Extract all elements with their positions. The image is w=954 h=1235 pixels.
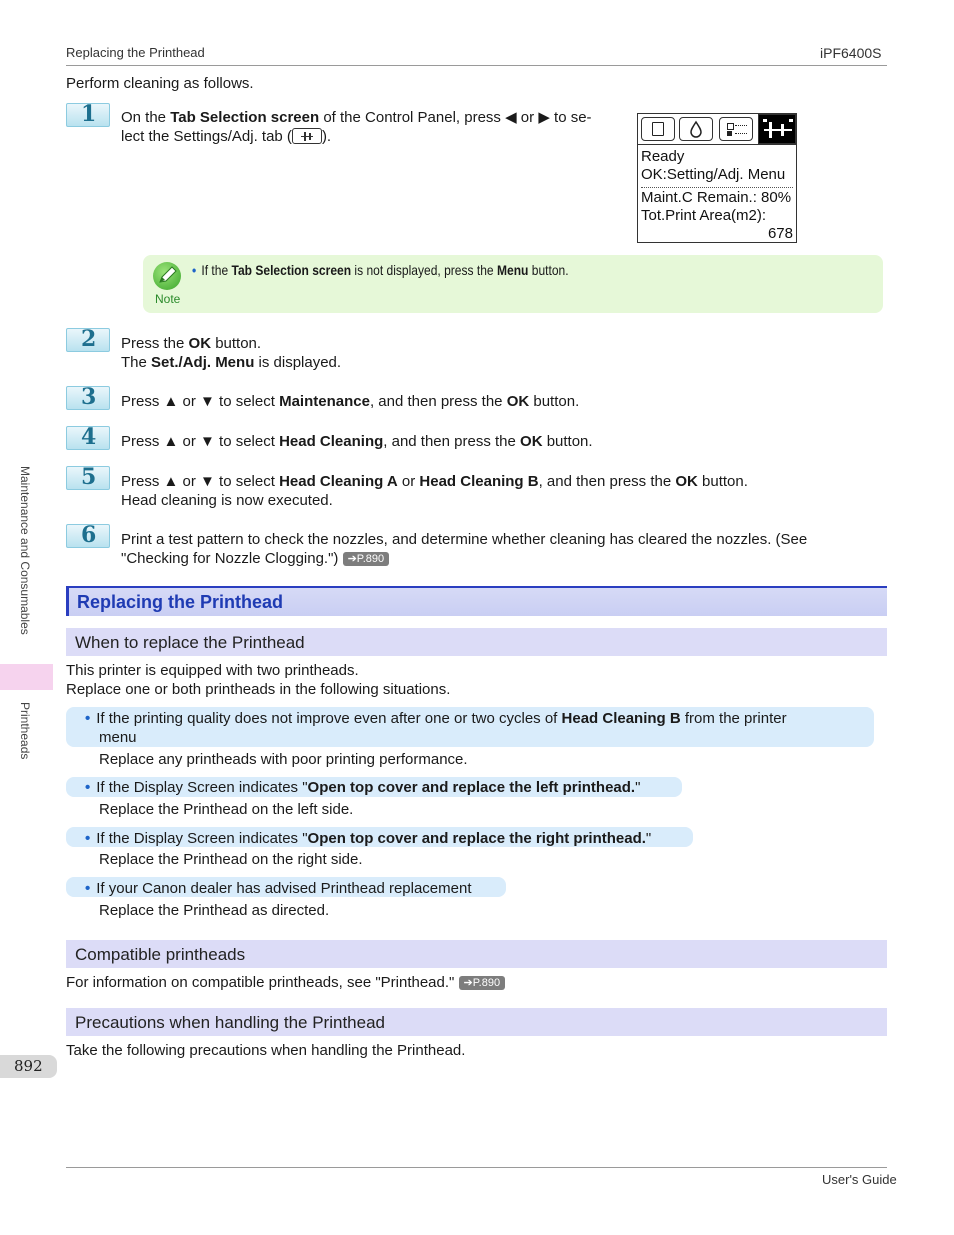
job-tab-icon bbox=[719, 117, 753, 141]
panel-separator bbox=[641, 187, 793, 188]
list-item: • If the printing quality does not improve even after one or two cycles of Head Cleaning B from the printer bbox=[85, 710, 787, 727]
list-item-detail: Replace the Printhead on the left side. bbox=[99, 801, 354, 818]
running-header-model: iPF6400S bbox=[820, 45, 882, 61]
side-tab-chapter[interactable]: Maintenance and Consumables bbox=[18, 466, 32, 635]
intro-text: Perform cleaning as follows. bbox=[66, 75, 254, 92]
step-badge-3: 3 bbox=[66, 386, 110, 410]
note-box bbox=[143, 255, 883, 313]
panel-print-area-label: Tot.Print Area(m2): bbox=[641, 207, 767, 224]
page-reference-link[interactable]: ➔P.890 bbox=[343, 552, 390, 566]
step-badge-2: 2 bbox=[66, 328, 110, 352]
panel-print-area-value: 678 bbox=[767, 225, 793, 242]
step-1-text: On the Tab Selection screen of the Control Panel, press ◀ or ▶ to se- lect the Settings/Adj. tab ( ). bbox=[121, 109, 592, 145]
list-item-continuation: menu bbox=[99, 729, 137, 746]
page-number: 892 bbox=[14, 1057, 43, 1075]
step-badge-6: 6 bbox=[66, 524, 110, 548]
note-text: • If the Tab Selection screen is not displayed, press the Menu button. bbox=[192, 262, 569, 278]
bullet-icon: • bbox=[85, 880, 91, 897]
subsection-heading-precautions: Precautions when handling the Printhead bbox=[66, 1008, 887, 1036]
list-item: • If the Display Screen indicates "Open top cover and replace the left printhead." bbox=[85, 779, 641, 796]
footer-rule bbox=[66, 1167, 887, 1168]
note-label: Note bbox=[155, 292, 181, 306]
step-6-text: Print a test pattern to check the nozzles, and determine whether cleaning has cleared the nozzles. (See "Checking for Nozzle Clogging.") ➔P.890 bbox=[121, 531, 808, 567]
left-arrow-icon: ◀ bbox=[505, 109, 517, 126]
ink-tab-icon bbox=[679, 117, 713, 141]
settings-adj-tab-icon bbox=[758, 114, 796, 144]
right-arrow-icon: ▶ bbox=[538, 109, 550, 126]
bullet-icon: • bbox=[85, 830, 91, 847]
panel-status: Ready bbox=[641, 148, 685, 165]
step-5-text: Press ▲ or ▼ to select Head Cleaning A or Head Cleaning B, and then press the OK button. Head cleaning is now executed. bbox=[121, 473, 748, 509]
page-reference-link[interactable]: ➔P.890 bbox=[459, 976, 506, 990]
subsection-heading-when: When to replace the Printhead bbox=[66, 628, 887, 656]
list-item-detail: Replace the Printhead as directed. bbox=[99, 902, 330, 919]
step-4-text: Press ▲ or ▼ to select Head Cleaning, and then press the OK button. bbox=[121, 433, 593, 450]
paper-tab-icon bbox=[641, 117, 675, 141]
list-item: • If your Canon dealer has advised Printhead replacement bbox=[85, 880, 472, 897]
page-number-tab bbox=[0, 1055, 57, 1078]
settings-tab-icon bbox=[292, 128, 322, 144]
section-heading: Replacing the Printhead bbox=[66, 586, 887, 616]
step-badge-5: 5 bbox=[66, 466, 110, 490]
bullet-icon: • bbox=[85, 779, 91, 796]
running-header-title: Replacing the Printhead bbox=[66, 45, 205, 60]
header-rule bbox=[66, 65, 887, 66]
side-tab-active-marker bbox=[0, 664, 53, 690]
panel-prompt: OK:Setting/Adj. Menu bbox=[641, 166, 786, 183]
panel-maint-remain: Maint.C Remain.: 80% bbox=[641, 189, 792, 206]
precautions-text: Take the following precautions when handling the Printhead. bbox=[66, 1042, 466, 1059]
bullet-icon: • bbox=[85, 710, 91, 727]
footer-guide-name: User's Guide bbox=[822, 1172, 897, 1187]
bullet-icon: • bbox=[192, 262, 197, 278]
step-badge-4: 4 bbox=[66, 426, 110, 450]
when-paragraph-2: Replace one or both printheads in the following situations. bbox=[66, 681, 451, 698]
note-pencil-icon bbox=[153, 262, 181, 290]
step-2-text: Press the OK button. The Set./Adj. Menu is displayed. bbox=[121, 335, 342, 371]
compatible-text: For information on compatible printheads, see "Printhead." ➔P.890 bbox=[66, 973, 505, 992]
control-panel-display bbox=[637, 113, 797, 243]
when-paragraph-1: This printer is equipped with two printheads. bbox=[66, 662, 359, 679]
subsection-heading-compatible: Compatible printheads bbox=[66, 940, 887, 968]
list-item-detail: Replace any printheads with poor printing performance. bbox=[99, 751, 468, 768]
step-badge-1: 1 bbox=[66, 103, 110, 127]
list-item-detail: Replace the Printhead on the right side. bbox=[99, 851, 363, 868]
side-tab-section[interactable]: Printheads bbox=[18, 702, 32, 760]
step-3-text: Press ▲ or ▼ to select Maintenance, and then press the OK button. bbox=[121, 393, 580, 410]
list-item: • If the Display Screen indicates "Open top cover and replace the right printhead." bbox=[85, 830, 652, 847]
panel-tab-bar bbox=[638, 114, 796, 145]
